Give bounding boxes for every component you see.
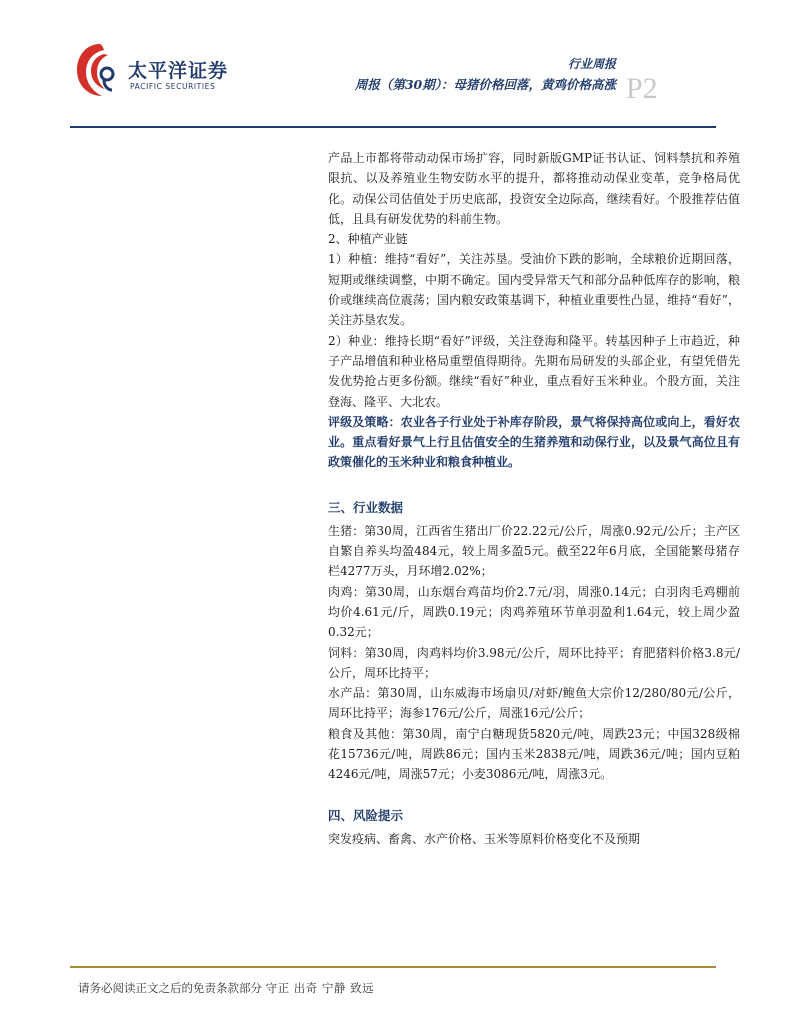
pacific-securities-logo-icon <box>74 40 126 100</box>
report-body <box>328 148 740 849</box>
data-item-grain-other: 粮食及其他：第30周，南宁白糖现货5820元/吨，周跌23元；中国328级棉花15736元/吨，周跌86元；国内玉米2838元/吨，周跌36元/吨；国内豆粕4246元/吨，周涨57元；小麦3086元/吨，周涨3元。 <box>328 726 740 782</box>
risk-text: 突发疫病、畜禽、水产价格、玉米等原料价格变化不及预期 <box>328 831 641 846</box>
section-industry-data-title: 三、行业数据 <box>328 499 404 515</box>
body-paragraph-animal-health: 产品上市都将带动动保市场扩容，同时新版GMP证书认证、饲料禁抗和养殖限抗、以及养殖业生物安防水平的提升，都将推动动保业变革，竞争格局优化。动保公司估值处于历史底部，投资安全边际高，继续看好。个股推荐估值低，且具有研发优势的科前生物。 <box>328 151 740 226</box>
rating-and-strategy: 评级及策略：农业各子行业处于补库存阶段，景气将保持高位或向上，看好农业。重点看好景气上行且估值安全的生猪养殖和动保行业，以及景气高位且有政策催化的玉米种业和粮食种植业。 <box>328 414 740 470</box>
company-logo <box>74 40 234 100</box>
report-type: 行业周报 <box>567 57 616 71</box>
body-paragraph-planting: 1）种植：维持“看好”，关注苏垦。受油价下跌的影响，全球粮价近期回落，短期或继续调整，中期不确定。国内受异常天气和部分品种低库存的影响，粮价或继续高位震荡；国内粮安政策基调下，种植业重要性凸显，维持“看好”，关注苏垦农发。 <box>328 252 740 328</box>
data-item-broilers: 肉鸡：第30周，山东烟台鸡苗均价2.7元/羽，周涨0.14元；白羽肉毛鸡棚前均价4.61元/斤，周跌0.19元；肉鸡养殖环节单羽盈利1.64元，较上周少盈0.32元； <box>328 584 740 640</box>
data-item-aquatic: 水产品：第30周，山东威海市场扇贝/对虾/鲍鱼大宗价12/280/80元/公斤，周环比持平；海参176元/公斤，周涨16元/公斤； <box>328 686 740 721</box>
page-number: P2 <box>626 72 658 105</box>
company-motto: 守正 出奇 宁静 致远 <box>265 981 375 995</box>
section-risk-title: 四、风险提示 <box>328 807 404 823</box>
data-item-feed: 饲料：第30周，肉鸡料均价3.98元/公斤，周环比持平；育肥猪料价格3.8元/公斤，周环比持平； <box>328 645 740 680</box>
footer-divider <box>70 966 716 968</box>
logo-chinese-text: 太平洋证券 <box>128 60 229 82</box>
page-header <box>0 0 791 132</box>
report-title: 周报（第30期）：母猪价格回落，黄鸡价格高涨 <box>354 77 616 92</box>
header-divider <box>70 126 716 128</box>
disclaimer-text: 请务必阅读正文之后的免责条款部分 <box>78 981 262 995</box>
logo-english-text: PACIFIC SECURITIES <box>130 82 216 91</box>
page-footer <box>78 980 374 996</box>
data-item-hogs: 生猪：第30周，江西省生猪出厂价22.22元/公斤，周涨0.92元/公斤；主产区自繁自养头均盈484元，较上周多盈5元。截至22年6月底，全国能繁母猪存栏4277万头，月环增2.02%； <box>328 523 740 579</box>
body-paragraph-seed-industry: 2）种业：维持长期“看好”评级，关注登海和隆平。转基因种子上市趋近，种子产品增值和种业格局重塑值得期待。先期布局研发的头部企业，有望凭借先发优势抢占更多份额。继续“看好”种业，重点看好玉米种业。个股方面，关注登海、隆平、大北农。 <box>328 333 740 409</box>
body-heading-planting-chain: 2、种植产业链 <box>328 232 408 247</box>
